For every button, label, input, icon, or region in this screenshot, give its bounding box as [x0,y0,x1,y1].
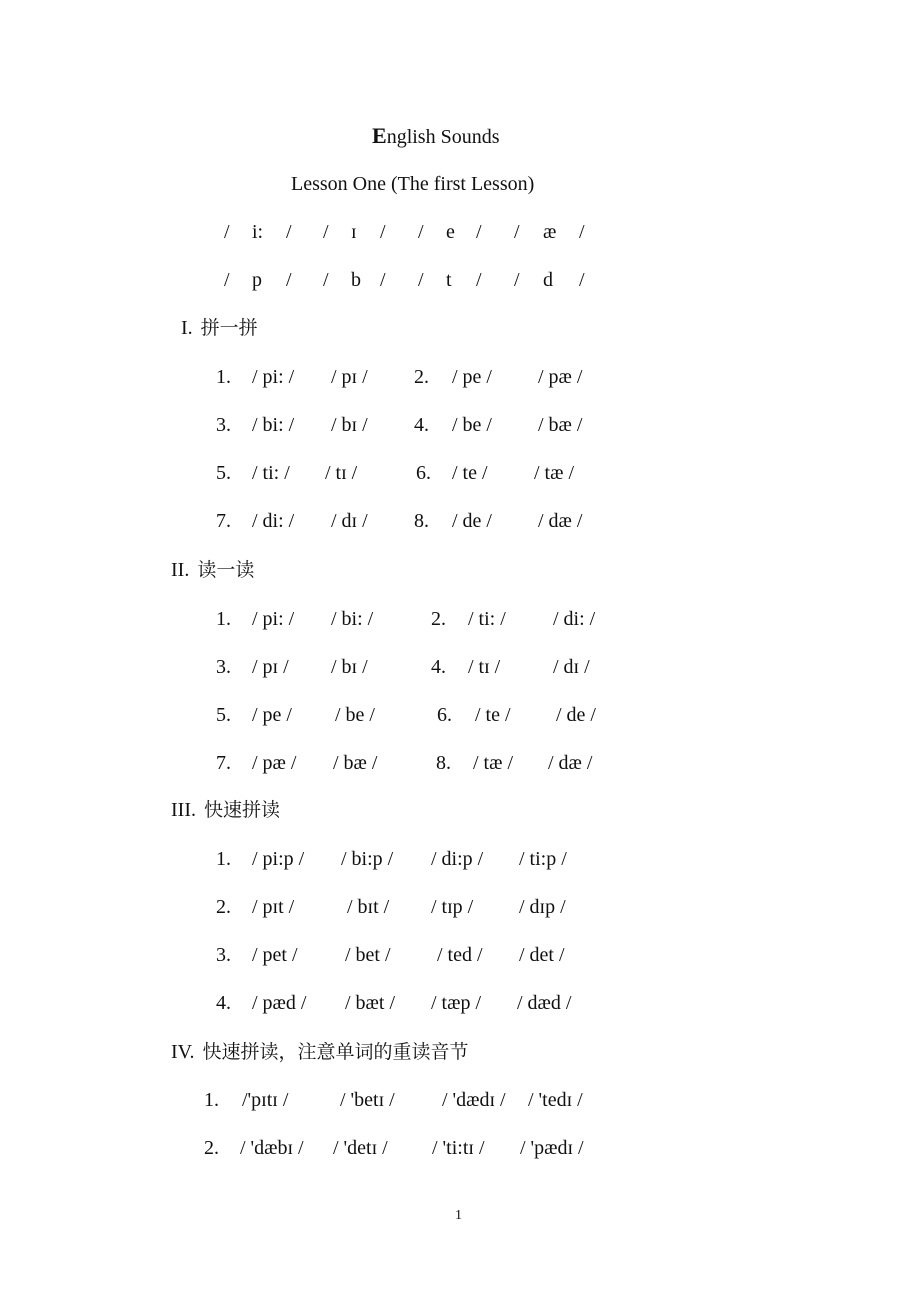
ipa-cell: / dæd / [517,992,572,1014]
ipa-cell: / tæp / [431,992,482,1014]
ipa-cell: / pɪ / [252,656,289,678]
ipa-cell: /'pɪtɪ / [242,1089,289,1111]
ipa-cell: / bet / [345,944,391,966]
ipa-cell: / 'tedɪ / [528,1089,583,1111]
ipa-cell: / dæ / [548,752,593,774]
item-number: 4. [414,414,429,436]
item-number: 8. [414,510,429,532]
lesson-subtitle: Lesson One (The first Lesson) [291,173,535,195]
ipa-cell: / ted / [437,944,483,966]
phoneme-token: / [476,221,482,243]
ipa-cell: / te / [452,462,488,484]
ipa-cell: / be / [335,704,375,726]
page-title [372,124,500,149]
ipa-cell: / 'betɪ / [340,1089,395,1111]
item-number: 4. [216,992,231,1014]
phoneme-token: / [286,269,292,291]
ipa-cell: / tɪp / [431,896,474,918]
ipa-cell: / tæ / [473,752,514,774]
item-number: 7. [216,752,231,774]
item-number: 7. [216,510,231,532]
phoneme-token: æ [543,221,557,243]
section-label: 拼一拼 [200,317,258,339]
ipa-cell: / pɪt / [252,896,295,918]
item-number: 2. [204,1137,219,1159]
phoneme-token: ɪ [351,221,357,243]
item-number: 6. [437,704,452,726]
phoneme-token: / [380,221,386,243]
ipa-cell: / di: / [252,510,295,532]
item-number: 3. [216,414,231,436]
ipa-cell: / pe / [452,366,492,388]
ipa-cell: / de / [452,510,492,532]
item-number: 6. [416,462,431,484]
ipa-cell: / dɪ / [553,656,590,678]
item-number: 3. [216,944,231,966]
item-number: 8. [436,752,451,774]
phoneme-token: / [476,269,482,291]
ipa-cell: / 'dædɪ / [442,1089,506,1111]
ipa-cell: / tɪ / [468,656,501,678]
phoneme-token: / [579,221,585,243]
title-initial: E [372,123,387,148]
section-numeral: IV. [171,1041,195,1063]
section-numeral: I. [181,317,193,339]
phoneme-token: d [543,269,553,291]
ipa-cell: / bæt / [345,992,396,1014]
phoneme-token: / [514,221,520,243]
ipa-cell: / bæ / [538,414,583,436]
ipa-cell: / 'pædɪ / [520,1137,584,1159]
phoneme-token: i: [252,221,264,243]
section-heading [181,316,258,340]
phoneme-token: / [224,269,230,291]
item-number: 1. [216,848,231,870]
section-numeral: III. [171,799,196,821]
phoneme-token: p [252,269,262,291]
section-heading [171,798,280,822]
ipa-cell: / de / [556,704,596,726]
item-number: 4. [431,656,446,678]
ipa-cell: / pæd / [252,992,307,1014]
ipa-cell: / bɪ / [331,656,368,678]
phoneme-token: t [446,269,452,291]
ipa-cell: / 'detɪ / [333,1137,388,1159]
ipa-cell: / bi: / [252,414,295,436]
ipa-cell: / pɪ / [331,366,368,388]
ipa-cell: / dæ / [538,510,583,532]
item-number: 2. [216,896,231,918]
ipa-cell: / pæ / [538,366,583,388]
ipa-cell: / dɪp / [519,896,566,918]
section-label: 快速拼读 [203,799,280,821]
ipa-cell: / pet / [252,944,298,966]
ipa-cell: / bæ / [333,752,378,774]
ipa-cell: / bi: / [331,608,374,630]
ipa-cell: / bɪ / [331,414,368,436]
item-number: 3. [216,656,231,678]
phoneme-token: / [224,221,230,243]
ipa-cell: / ti:p / [519,848,567,870]
ipa-cell: / te / [475,704,511,726]
section-label: 快速拼读，注意单词的重读音节 [202,1041,469,1063]
phoneme-token: / [418,221,424,243]
phoneme-token: / [418,269,424,291]
ipa-cell: / bi:p / [341,848,394,870]
item-number: 5. [216,462,231,484]
ipa-cell: / pi: / [252,608,295,630]
ipa-cell: / 'ti:tɪ / [432,1137,485,1159]
section-heading [171,558,254,582]
ipa-cell: / ti: / [468,608,506,630]
ipa-cell: / dɪ / [331,510,368,532]
phoneme-token: / [323,269,329,291]
phoneme-token: / [380,269,386,291]
ipa-cell: / pe / [252,704,292,726]
phoneme-token: e [446,221,455,243]
section-label: 读一读 [197,559,255,581]
section-numeral: II. [171,559,190,581]
item-number: 1. [216,608,231,630]
item-number: 2. [431,608,446,630]
item-number: 2. [414,366,429,388]
title-rest: nglish Sounds [386,126,500,148]
item-number: 1. [204,1089,219,1111]
ipa-cell: / bɪt / [347,896,390,918]
ipa-cell: / pi: / [252,366,295,388]
ipa-cell: / tæ / [534,462,575,484]
page-number: 1 [455,1208,462,1223]
ipa-cell: / be / [452,414,492,436]
phoneme-token: / [514,269,520,291]
ipa-cell: / pi:p / [252,848,305,870]
ipa-cell: / tɪ / [325,462,358,484]
section-heading [171,1040,469,1064]
item-number: 5. [216,704,231,726]
ipa-cell: / ti: / [252,462,290,484]
phoneme-token: b [351,269,361,291]
phoneme-token: / [579,269,585,291]
item-number: 1. [216,366,231,388]
ipa-cell: / 'dæbɪ / [240,1137,304,1159]
ipa-cell: / pæ / [252,752,297,774]
phoneme-token: / [286,221,292,243]
phoneme-token: / [323,221,329,243]
ipa-cell: / di:p / [431,848,484,870]
ipa-cell: / det / [519,944,565,966]
ipa-cell: / di: / [553,608,596,630]
